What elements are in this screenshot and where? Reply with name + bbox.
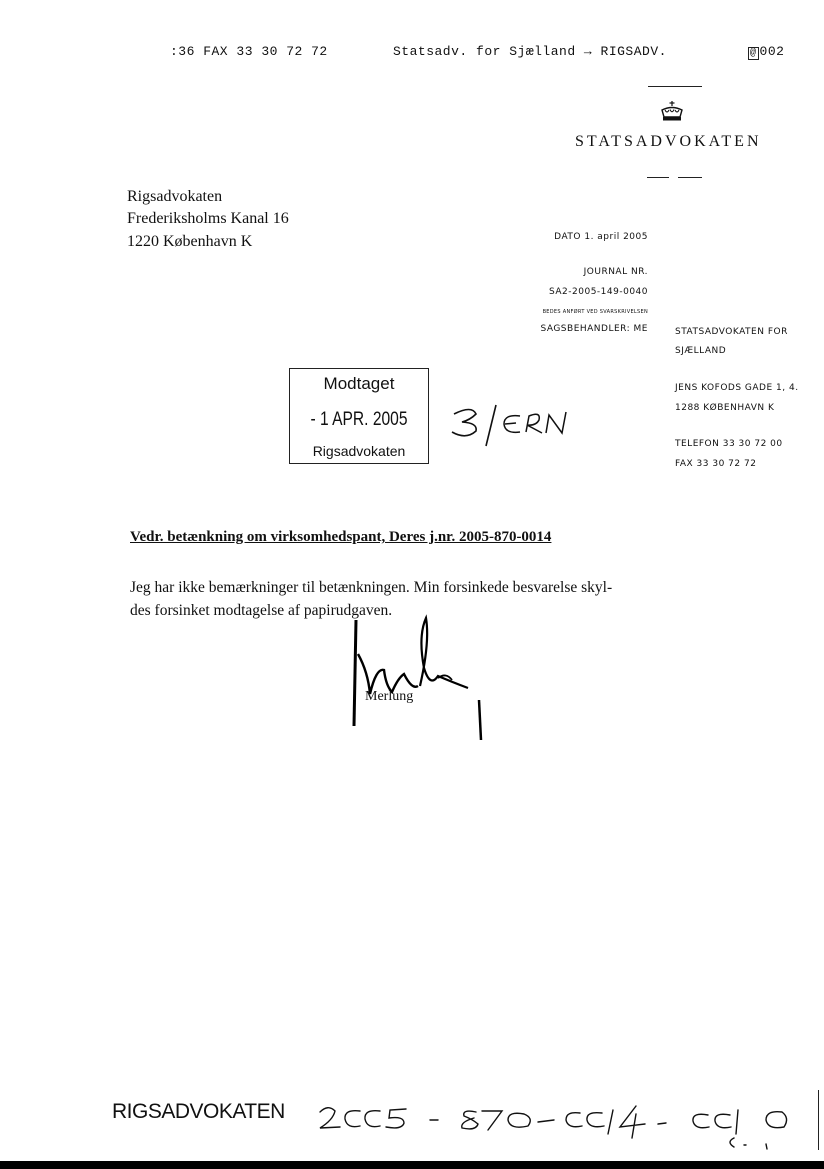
sender-fax: FAX 33 30 72 72 (675, 459, 757, 469)
sender-name: STATSADVOKATEN FOR (675, 327, 788, 337)
subject-line: Vedr. betænkning om virksomhedspant, Deres j.nr. 2005-870-0014 (130, 529, 552, 545)
handwritten-case-reference (316, 1100, 806, 1150)
signature-name: Merlung (365, 689, 414, 704)
footer-org: RIGSADVOKATEN (112, 1100, 285, 1123)
crown-icon (657, 100, 687, 124)
logo-rule-left (647, 177, 669, 178)
fax-page-number: 002 (759, 44, 785, 59)
sender-city: 1288 KØBENHAVN K (675, 403, 775, 413)
handwritten-signature (340, 612, 490, 742)
logo-rule-top (648, 86, 702, 87)
fax-number: :36 FAX 33 30 72 72 (170, 44, 328, 59)
handwritten-ern-mark (448, 402, 576, 452)
body-line-2: des forsinket modtagelse af papirudgaven. (130, 602, 393, 619)
journal-label: JOURNAL NR. (583, 267, 648, 277)
stamp-title: Modtaget (323, 374, 395, 393)
reply-reference-note: BEDES ANFØRT VED SVARSKRIVELSEN (542, 309, 648, 315)
stamp-date: - 1 APR. 2005 (310, 409, 408, 430)
logo-rule-right (678, 177, 702, 178)
letter-date: DATO 1. april 2005 (554, 232, 648, 242)
sender-street: JENS KOFODS GADE 1, 4. (675, 383, 799, 393)
agency-name: STATSADVOKATEN (575, 133, 762, 150)
scan-edge-line (818, 1090, 819, 1150)
sender-region: SJÆLLAND (675, 346, 727, 356)
stamp-org: Rigsadvokaten (312, 443, 406, 459)
fax-route: Statsadv. for Sjælland → RIGSADV. (393, 44, 667, 59)
journal-number: SA2-2005-149-0040 (549, 287, 648, 297)
recipient-name: Rigsadvokaten (127, 188, 223, 205)
sender-phone: TELEFON 33 30 72 00 (675, 439, 783, 449)
fax-page-indicator (748, 44, 784, 59)
scan-bottom-band (0, 1161, 824, 1169)
recipient-street: Frederiksholms Kanal 16 (127, 210, 289, 227)
received-stamp (289, 368, 429, 464)
case-officer: SAGSBEHANDLER: ME (540, 324, 648, 334)
fax-page-mark: @ (750, 48, 757, 59)
body-line-1: Jeg har ikke bemærkninger til betænkningen. Min forsinkede besvarelse skyl- (130, 579, 613, 596)
recipient-city: 1220 København K (127, 233, 253, 250)
